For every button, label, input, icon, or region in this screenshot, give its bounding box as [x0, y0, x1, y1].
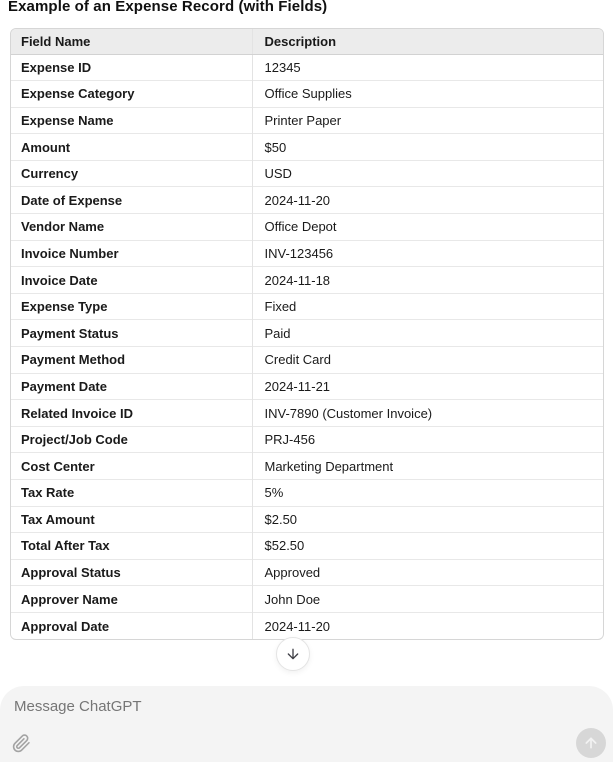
table-row	[11, 160, 603, 187]
table-row	[11, 267, 603, 294]
table-row	[11, 533, 603, 560]
description-cell: INV-123456	[252, 240, 603, 267]
paperclip-icon	[12, 734, 31, 753]
description-cell: $50	[252, 134, 603, 161]
field-name-cell: Amount	[11, 134, 252, 161]
page-title: Example of an Expense Record (with Fields)	[8, 0, 328, 15]
message-composer[interactable]	[0, 686, 613, 762]
description-cell: $52.50	[252, 533, 603, 560]
description-cell: 5%	[252, 480, 603, 507]
composer-placeholder[interactable]: Message ChatGPT	[14, 698, 142, 715]
description-cell: Marketing Department	[252, 453, 603, 480]
description-cell: 2024-11-21	[252, 373, 603, 400]
table-row	[11, 107, 603, 134]
field-name-cell: Invoice Date	[11, 267, 252, 294]
field-name-cell: Currency	[11, 160, 252, 187]
column-header-description: Description	[252, 29, 603, 54]
field-name-cell: Cost Center	[11, 453, 252, 480]
column-header-field-name: Field Name	[11, 29, 252, 54]
description-cell: Credit Card	[252, 347, 603, 374]
field-name-cell: Tax Amount	[11, 506, 252, 533]
table-row	[11, 320, 603, 347]
arrow-up-icon	[583, 735, 599, 751]
table-row	[11, 373, 603, 400]
description-cell: Printer Paper	[252, 107, 603, 134]
field-name-cell: Approval Date	[11, 612, 252, 639]
table-row	[11, 559, 603, 586]
table-row	[11, 400, 603, 427]
table-row	[11, 134, 603, 161]
field-name-cell: Related Invoice ID	[11, 400, 252, 427]
field-name-cell: Project/Job Code	[11, 426, 252, 453]
field-name-cell: Approval Status	[11, 559, 252, 586]
description-cell: Office Depot	[252, 214, 603, 241]
field-name-cell: Payment Date	[11, 373, 252, 400]
table-row	[11, 426, 603, 453]
field-name-cell: Payment Method	[11, 347, 252, 374]
description-cell: Fixed	[252, 293, 603, 320]
arrow-down-icon	[285, 646, 301, 662]
field-name-cell: Expense Name	[11, 107, 252, 134]
table-row	[11, 480, 603, 507]
field-name-cell: Tax Rate	[11, 480, 252, 507]
field-name-cell: Total After Tax	[11, 533, 252, 560]
description-cell: INV-7890 (Customer Invoice)	[252, 400, 603, 427]
description-cell: 2024-11-18	[252, 267, 603, 294]
table-header-row	[11, 29, 603, 54]
table-row	[11, 214, 603, 241]
field-name-cell: Vendor Name	[11, 214, 252, 241]
field-name-cell: Expense Category	[11, 81, 252, 108]
table-row	[11, 612, 603, 639]
table-row	[11, 347, 603, 374]
field-name-cell: Expense Type	[11, 293, 252, 320]
description-cell: Paid	[252, 320, 603, 347]
table-row	[11, 187, 603, 214]
description-cell: 12345	[264, 59, 301, 75]
field-name-cell: Expense ID	[11, 54, 252, 81]
description-cell: John Doe	[252, 586, 603, 613]
table-row	[11, 506, 603, 533]
table-row	[11, 81, 603, 108]
field-name-cell: Approver Name	[11, 586, 252, 613]
table-row	[11, 293, 603, 320]
expense-table-body	[11, 54, 603, 639]
description-cell: 2024-11-20	[252, 187, 603, 214]
table-row	[11, 453, 603, 480]
field-name-cell: Payment Status	[11, 320, 252, 347]
table-row	[11, 54, 603, 81]
table-row	[11, 586, 603, 613]
description-cell: Office Supplies	[252, 81, 603, 108]
expense-table	[11, 29, 603, 639]
table-row	[11, 240, 603, 267]
description-cell: PRJ-456	[252, 426, 603, 453]
expense-table-container	[10, 28, 604, 640]
description-cell: $2.50	[252, 506, 603, 533]
field-name-cell: Date of Expense	[11, 187, 252, 214]
attach-file-button[interactable]	[9, 731, 33, 755]
description-cell: USD	[252, 160, 603, 187]
description-cell: 2024-11-20	[252, 612, 603, 639]
description-cell: Approved	[252, 559, 603, 586]
scroll-to-bottom-button[interactable]	[276, 637, 310, 671]
field-name-cell: Invoice Number	[11, 240, 252, 267]
send-message-button[interactable]	[576, 728, 606, 758]
